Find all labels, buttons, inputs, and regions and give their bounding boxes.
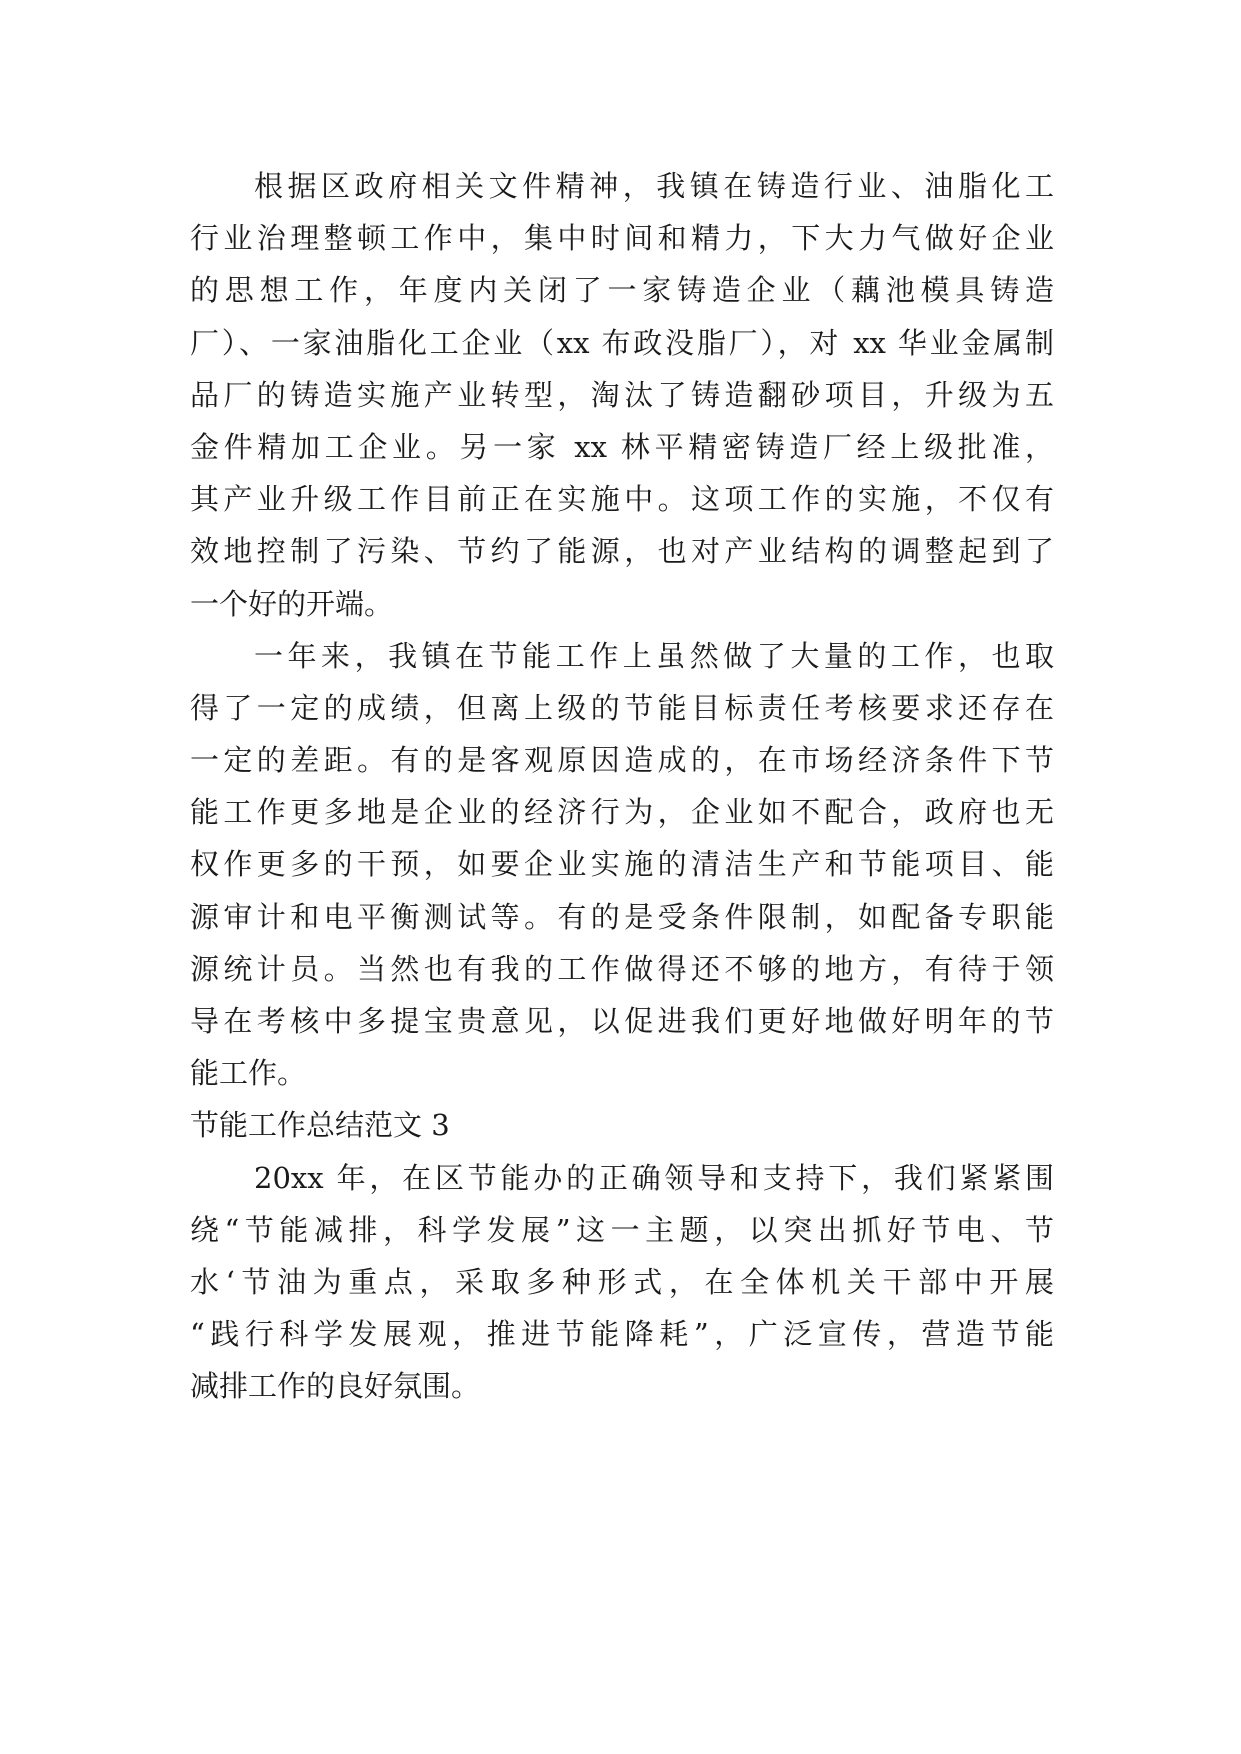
document-body <box>190 160 1054 1413</box>
paragraph-line: 源统计员。当然也有我的工作做得还不够的地方，有待于领 <box>190 951 1054 986</box>
paragraph-line: 源审计和电平衡测试等。有的是受条件限制，如配备专职能 <box>190 899 1054 934</box>
paragraph-line: 得了一定的成绩，但离上级的节能目标责任考核要求还存在 <box>190 690 1054 725</box>
paragraph-year-review <box>190 630 1054 1100</box>
paragraph-line: 金件精加工企业。另一家 xx 林平精密铸造厂经上级批准， <box>190 429 1054 464</box>
paragraph-line: 权作更多的干预，如要企业实施的清洁生产和节能项目、能 <box>190 847 1054 882</box>
section-title: 节能工作总结范文 3 <box>190 1108 450 1143</box>
paragraph-line: 一年来，我镇在节能工作上虽然做了大量的工作，也取 <box>254 638 1054 673</box>
paragraph-foundry-rectification <box>190 160 1054 630</box>
paragraph-line: 的思想工作，年度内关闭了一家铸造企业（藕池模具铸造 <box>190 273 1054 308</box>
paragraph-line: 其产业升级工作目前正在实施中。这项工作的实施，不仅有 <box>190 482 1054 517</box>
section-heading <box>190 1099 1054 1151</box>
paragraph-line: 行业治理整顿工作中，集中时间和精力，下大力气做好企业 <box>190 221 1054 256</box>
paragraph-line: 厂）、一家油脂化工企业（xx 布政没脂厂），对 xx 华业金属制 <box>190 325 1054 360</box>
paragraph-line: 品厂的铸造实施产业转型，淘汰了铸造翻砂项目，升级为五 <box>190 377 1054 412</box>
paragraph-line: “践行科学发展观，推进节能降耗”，广泛宣传，营造节能 <box>190 1317 1054 1352</box>
paragraph-energy-saving-campaign <box>190 1152 1054 1413</box>
paragraph-line: 20xx 年，在区节能办的正确领导和支持下，我们紧紧围 <box>254 1160 1054 1195</box>
paragraph-line: 绕“节能减排，科学发展”这一主题，以突出抓好节电、节 <box>190 1212 1054 1247</box>
paragraph-line: 一定的差距。有的是客观原因造成的，在市场经济条件下节 <box>190 743 1054 778</box>
paragraph-line: 导在考核中多提宝贵意见，以促进我们更好地做好明年的节 <box>190 1004 1054 1038</box>
paragraph-line: 一个好的开端。 <box>190 586 394 621</box>
paragraph-line: 效地控制了污染、节约了能源，也对产业结构的调整起到了 <box>190 534 1054 569</box>
paragraph-line: 能工作更多地是企业的经济行为，企业如不配合，政府也无 <box>190 795 1054 830</box>
paragraph-line: 水‘节油为重点，采取多种形式，在全体机关干部中开展 <box>190 1264 1054 1299</box>
paragraph-line: 能工作。 <box>190 1056 307 1091</box>
paragraph-line: 减排工作的良好氛围。 <box>190 1369 481 1404</box>
paragraph-line: 根据区政府相关文件精神，我镇在铸造行业、油脂化工 <box>254 169 1054 203</box>
